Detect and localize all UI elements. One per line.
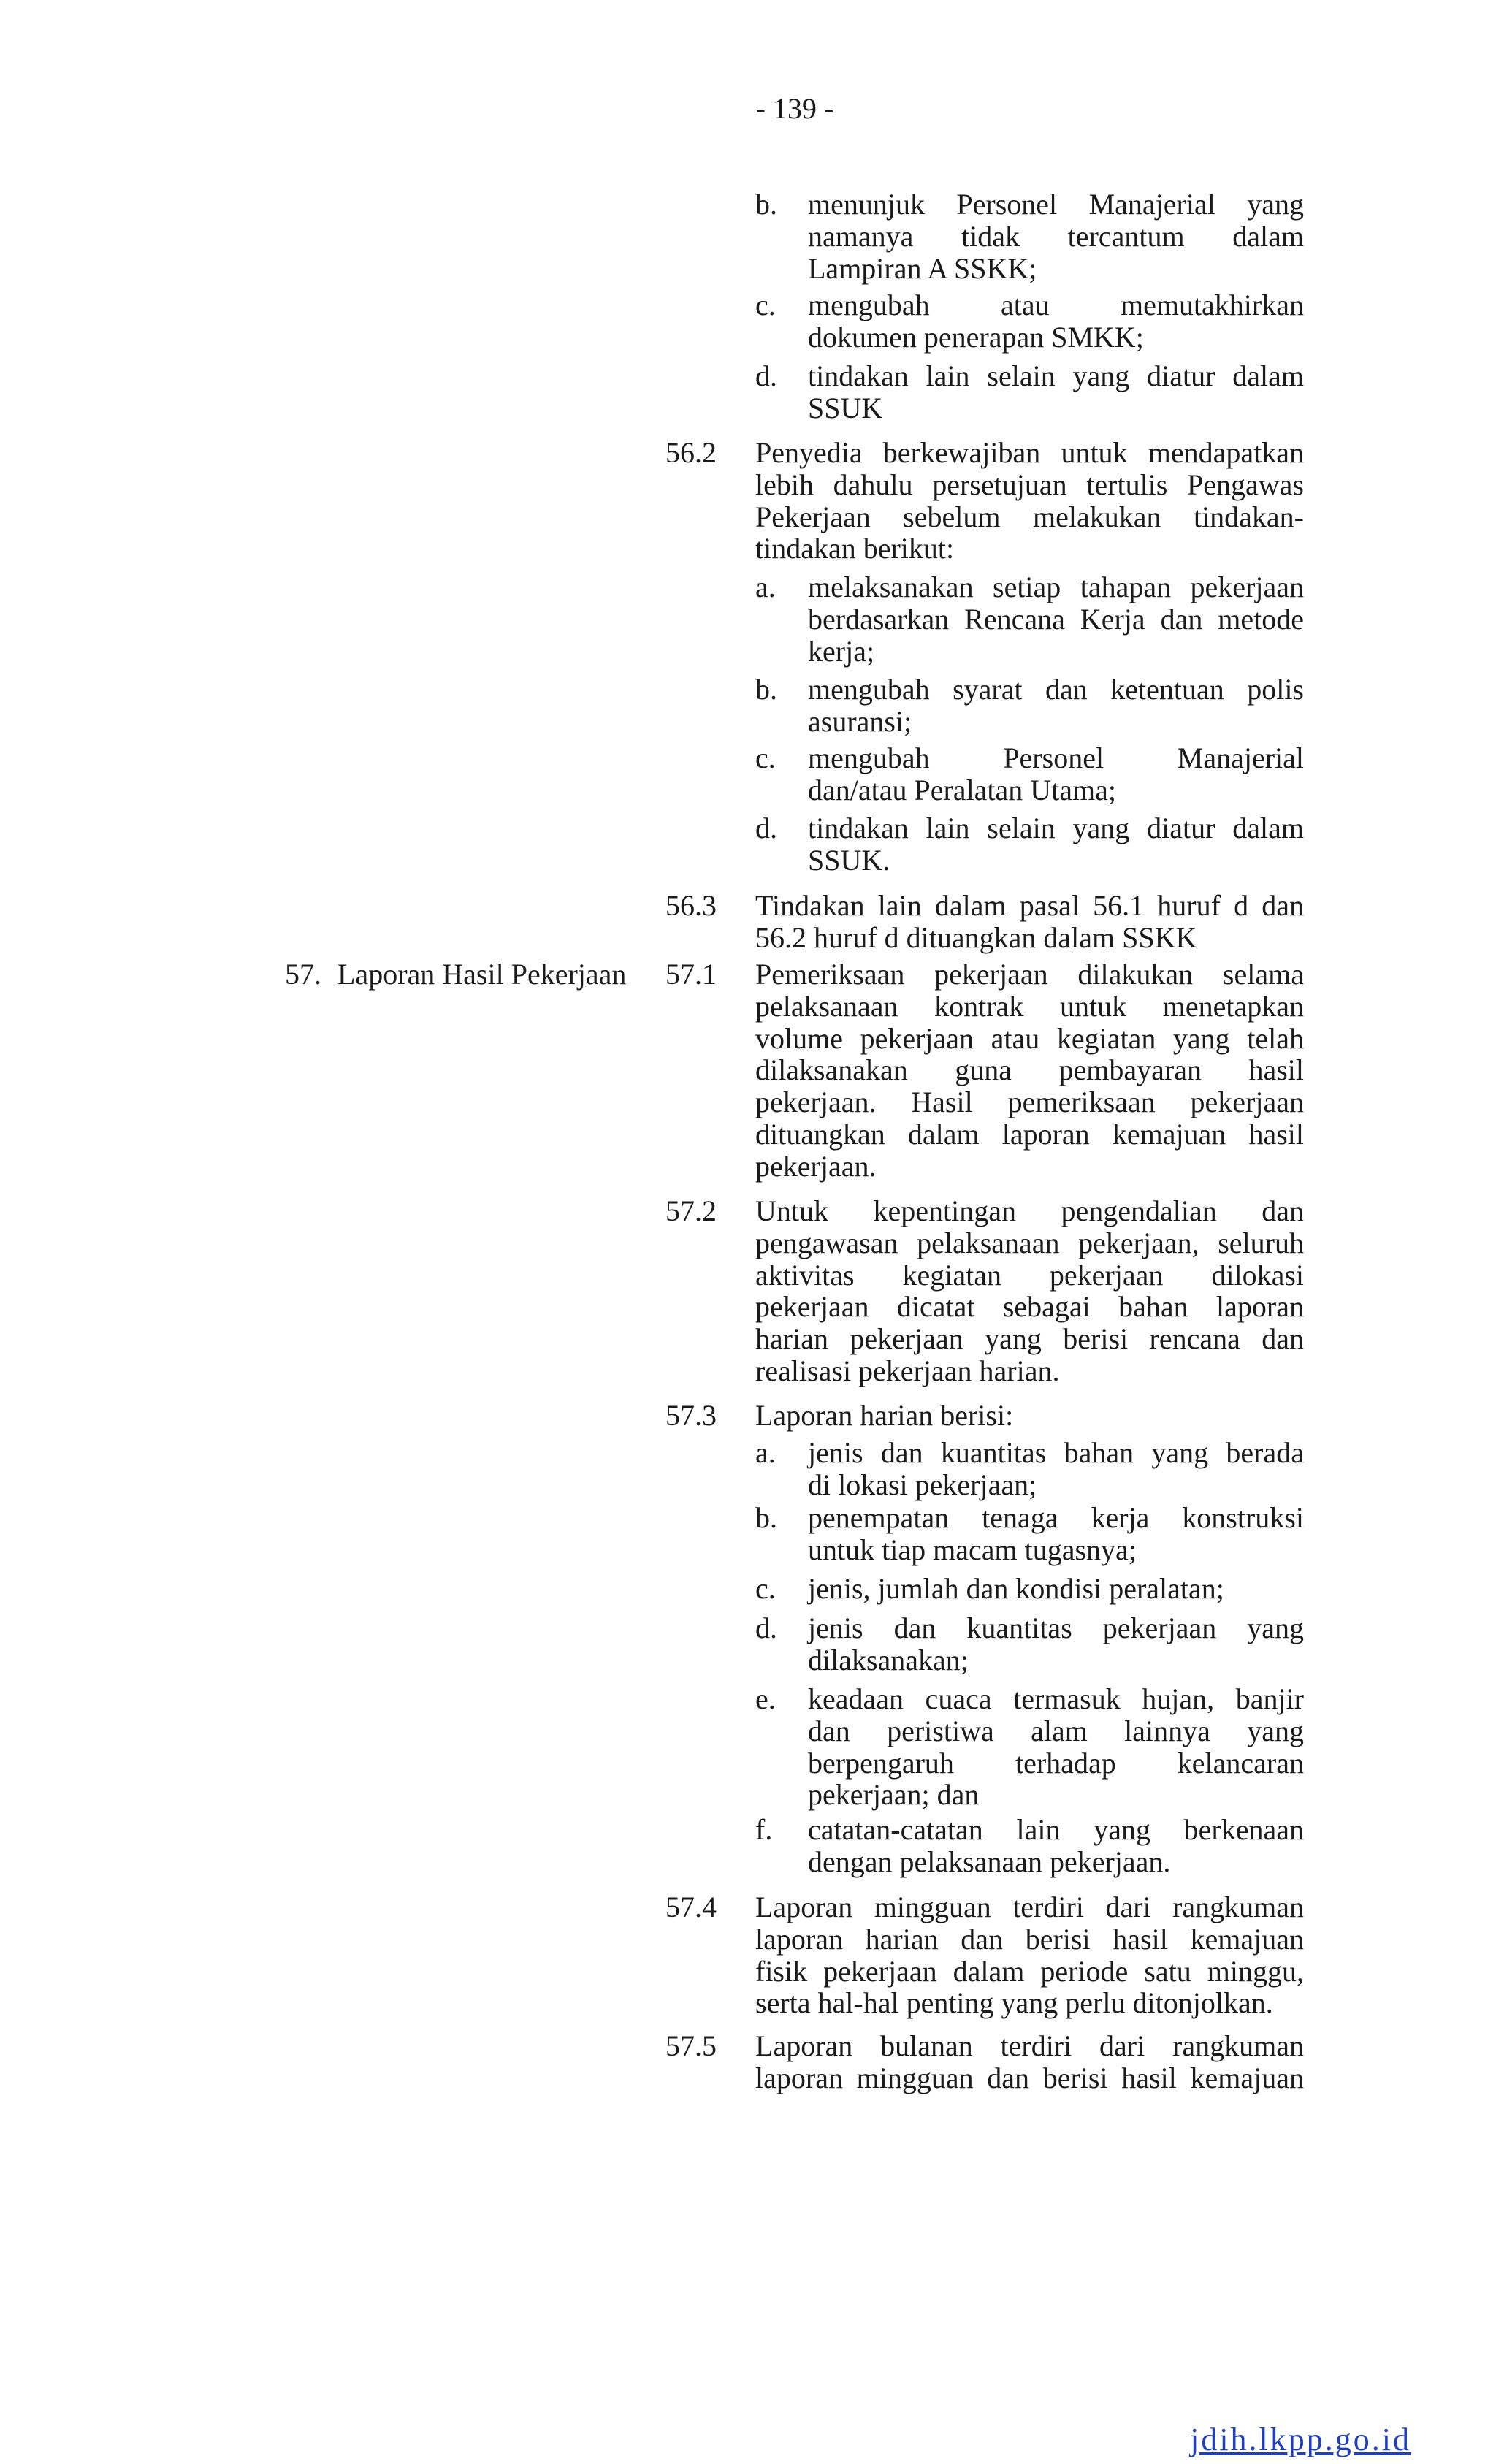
- list-item-letter: b.: [755, 1501, 777, 1534]
- text-line: pelaksanaan kontrak untuk menetapkan: [755, 989, 1304, 1023]
- page-number: - 139 -: [755, 92, 834, 125]
- list-item-letter: c.: [755, 741, 776, 774]
- text-line: catatan-catatan lain yang berkenaan: [808, 1813, 1304, 1846]
- text-line: berpengaruh terhadap kelancaran: [808, 1746, 1304, 1780]
- text-line: keadaan cuaca termasuk hujan, banjir: [808, 1682, 1304, 1715]
- clause-number: 57.1: [665, 958, 717, 991]
- list-item-text: [808, 1437, 1304, 1501]
- clause-number: 56.3: [665, 889, 717, 922]
- clause-text: [755, 1400, 1304, 1432]
- text-line: jenis dan kuantitas pekerjaan yang: [808, 1611, 1304, 1644]
- text-line: tindakan lain selain yang diatur dalam: [808, 812, 1304, 844]
- text-line: dituangkan dalam laporan kemajuan hasil: [755, 1117, 1304, 1151]
- text-line: Penyedia berkewajiban untuk mendapatkan: [755, 436, 1304, 469]
- clause-number: 56.2: [665, 436, 717, 469]
- list-item-letter: e.: [755, 1682, 776, 1715]
- clause-number: 57.3: [665, 1399, 717, 1432]
- clause-text: [755, 890, 1304, 954]
- text-line: Tindakan lain dalam pasal 56.1 huruf d dan: [755, 889, 1304, 922]
- clause-number: 57.4: [665, 1891, 717, 1923]
- list-item-letter: d.: [755, 359, 777, 392]
- list-item-letter: b.: [755, 673, 777, 706]
- list-item-letter: c.: [755, 1572, 776, 1605]
- text-line: Pemeriksaan pekerjaan dilakukan selama: [755, 958, 1304, 991]
- list-item-text: [808, 1502, 1304, 1566]
- list-item-text: [808, 289, 1304, 354]
- text-line: harian pekerjaan yang berisi rencana dan: [755, 1322, 1304, 1356]
- text-line: SSUK.: [808, 843, 890, 877]
- text-line: dan peristiwa alam lainnya yang: [808, 1714, 1304, 1747]
- list-item-letter: a.: [755, 1436, 776, 1469]
- text-line: dan/atau Peralatan Utama;: [808, 773, 1117, 806]
- text-line: pekerjaan; dan: [808, 1778, 980, 1812]
- list-item-letter: a.: [755, 571, 776, 603]
- text-line: kerja;: [808, 634, 875, 668]
- list-item-letter: f.: [755, 1813, 773, 1846]
- list-item-text: [808, 674, 1304, 738]
- text-line: realisasi pekerjaan harian.: [755, 1354, 1060, 1387]
- section-title: Laporan Hasil Pekerjaan: [337, 958, 627, 991]
- text-line: serta hal-hal penting yang perlu ditonjolkan.: [755, 1986, 1273, 2020]
- text-line: untuk tiap macam tugasnya;: [808, 1533, 1137, 1566]
- list-item-text: [808, 571, 1304, 667]
- list-item-text: [808, 360, 1304, 424]
- text-line: laporan harian dan berisi hasil kemajuan: [755, 1922, 1304, 1956]
- text-line: lebih dahulu persetujuan tertulis Pengawas: [755, 468, 1304, 501]
- text-line: Laporan mingguan terdiri dari rangkuman: [755, 1891, 1304, 1923]
- text-line: dilaksanakan;: [808, 1643, 969, 1677]
- text-line: jenis dan kuantitas bahan yang berada: [808, 1436, 1304, 1469]
- list-item-text: [808, 742, 1304, 806]
- list-item-text: [808, 1814, 1304, 1878]
- text-line: volume pekerjaan atau kegiatan yang telah: [755, 1021, 1304, 1055]
- text-line: penempatan tenaga kerja konstruksi: [808, 1501, 1304, 1534]
- list-item-text: [808, 812, 1304, 877]
- text-line: laporan mingguan dan berisi hasil kemajuan: [755, 2061, 1304, 2094]
- text-line: 56.2 huruf d dituangkan dalam SSKK: [755, 920, 1197, 954]
- list-item-letter: d.: [755, 812, 777, 844]
- text-line: menunjuk Personel Manajerial yang: [808, 188, 1304, 221]
- list-item-letter: b.: [755, 188, 777, 221]
- section-number: 57.: [285, 958, 321, 991]
- text-line: pekerjaan.: [755, 1149, 877, 1183]
- list-item-text: [808, 188, 1304, 284]
- clause-text: [755, 1891, 1304, 2019]
- clause-text: [755, 1195, 1304, 1387]
- text-line: pekerjaan dicatat sebagai bahan laporan: [755, 1290, 1304, 1324]
- text-line: tindakan lain selain yang diatur dalam: [808, 359, 1304, 392]
- text-line: Laporan bulanan terdiri dari rangkuman: [755, 2029, 1304, 2062]
- text-line: jenis, jumlah dan kondisi peralatan;: [808, 1572, 1224, 1605]
- text-line: Pekerjaan sebelum melakukan tindakan-: [755, 500, 1304, 533]
- clause-text: [755, 2030, 1304, 2094]
- clause-number: 57.5: [665, 2029, 717, 2062]
- list-item-text: [808, 1683, 1304, 1811]
- text-line: mengubah Personel Manajerial: [808, 741, 1304, 774]
- text-line: Laporan harian berisi:: [755, 1399, 1014, 1432]
- clause-text: [755, 437, 1304, 565]
- list-item-letter: d.: [755, 1611, 777, 1644]
- text-line: di lokasi pekerjaan;: [808, 1468, 1037, 1501]
- text-line: aktivitas kegiatan pekerjaan dilokasi: [755, 1258, 1304, 1292]
- text-line: tindakan berikut:: [755, 532, 955, 565]
- text-line: Lampiran A SSKK;: [808, 251, 1037, 285]
- clause-number: 57.2: [665, 1194, 717, 1227]
- text-line: Untuk kepentingan pengendalian dan: [755, 1194, 1304, 1227]
- jdih-website-link[interactable]: jdih.lkpp.go.id: [1190, 2422, 1411, 2457]
- text-line: asuransi;: [808, 704, 912, 738]
- text-line: dilaksanakan guna pembayaran hasil: [755, 1053, 1304, 1087]
- text-line: dokumen penerapan SMKK;: [808, 320, 1144, 354]
- text-line: pengawasan pelaksanaan pekerjaan, seluruh: [755, 1226, 1304, 1259]
- text-line: namanya tidak tercantum dalam: [808, 219, 1304, 253]
- list-item-text: [808, 1612, 1304, 1677]
- clause-text: [755, 958, 1304, 1183]
- text-line: mengubah atau memutakhirkan: [808, 289, 1304, 321]
- text-line: SSUK: [808, 391, 883, 424]
- text-line: dengan pelaksanaan pekerjaan.: [808, 1845, 1171, 1878]
- text-line: berdasarkan Rencana Kerja dan metode: [808, 602, 1304, 636]
- text-line: melaksanakan setiap tahapan pekerjaan: [808, 571, 1304, 603]
- text-line: fisik pekerjaan dalam periode satu minggu,: [755, 1954, 1304, 1988]
- text-line: mengubah syarat dan ketentuan polis: [808, 673, 1304, 706]
- text-line: pekerjaan. Hasil pemeriksaan pekerjaan: [755, 1086, 1304, 1119]
- list-item-letter: c.: [755, 289, 776, 321]
- list-item-text: [808, 1573, 1304, 1605]
